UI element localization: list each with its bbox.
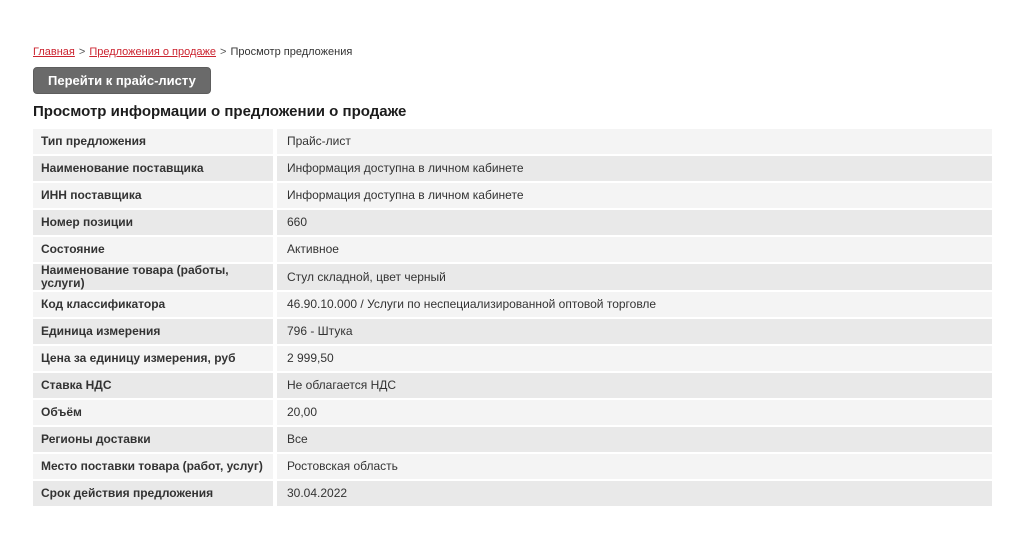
table-row [33, 373, 992, 398]
row-label: Тип предложения [33, 129, 273, 154]
table-row [33, 319, 992, 344]
row-label: Объём [33, 400, 273, 425]
row-label: Номер позиции [33, 210, 273, 235]
row-label: Единица измерения [33, 319, 273, 344]
table-row [33, 183, 992, 208]
row-label: Цена за единицу измерения, руб [33, 346, 273, 371]
breadcrumb-separator: > [220, 46, 227, 58]
table-row [33, 210, 992, 235]
row-label: Наименование товара (работы, услуги) [33, 264, 273, 290]
offer-details-table [33, 129, 992, 506]
row-value: Ростовская область [277, 454, 992, 479]
breadcrumb-current-page: Просмотр предложения [230, 46, 353, 58]
table-row [33, 346, 992, 371]
row-value: 46.90.10.000 / Услуги по неспециализированной оптовой торговле [277, 292, 992, 317]
row-value: 796 - Штука [277, 319, 992, 344]
row-label: Состояние [33, 237, 273, 262]
row-value: Не облагается НДС [277, 373, 992, 398]
breadcrumb-link-sale-offers[interactable]: Предложения о продаже [89, 46, 217, 58]
table-row [33, 427, 992, 452]
row-label: Наименование поставщика [33, 156, 273, 181]
row-label: Место поставки товара (работ, услуг) [33, 454, 273, 479]
row-label: Регионы доставки [33, 427, 273, 452]
table-row [33, 237, 992, 262]
table-row [33, 400, 992, 425]
row-value: Активное [277, 237, 992, 262]
table-row [33, 454, 992, 479]
table-row [33, 264, 992, 290]
row-value: Информация доступна в личном кабинете [277, 156, 992, 181]
table-row [33, 292, 992, 317]
breadcrumb-separator: > [78, 46, 86, 58]
table-row [33, 156, 992, 181]
row-value: 20,00 [277, 400, 992, 425]
breadcrumb [33, 46, 992, 58]
row-value: 30.04.2022 [277, 481, 992, 506]
row-value: Все [277, 427, 992, 452]
row-value: Информация доступна в личном кабинете [277, 183, 992, 208]
row-label: ИНН поставщика [33, 183, 273, 208]
row-label: Код классификатора [33, 292, 273, 317]
row-label: Ставка НДС [33, 373, 273, 398]
table-row [33, 129, 992, 154]
breadcrumb-link-home[interactable]: Главная [33, 46, 75, 58]
row-value: 2 999,50 [277, 346, 992, 371]
goto-pricelist-button[interactable]: Перейти к прайс-листу [33, 67, 211, 94]
page-title: Просмотр информации о предложении о продаже [33, 103, 407, 120]
row-label: Срок действия предложения [33, 481, 273, 506]
row-value: Прайс-лист [277, 129, 992, 154]
table-row [33, 481, 992, 506]
row-value: 660 [277, 210, 992, 235]
row-value: Стул складной, цвет черный [277, 264, 992, 290]
